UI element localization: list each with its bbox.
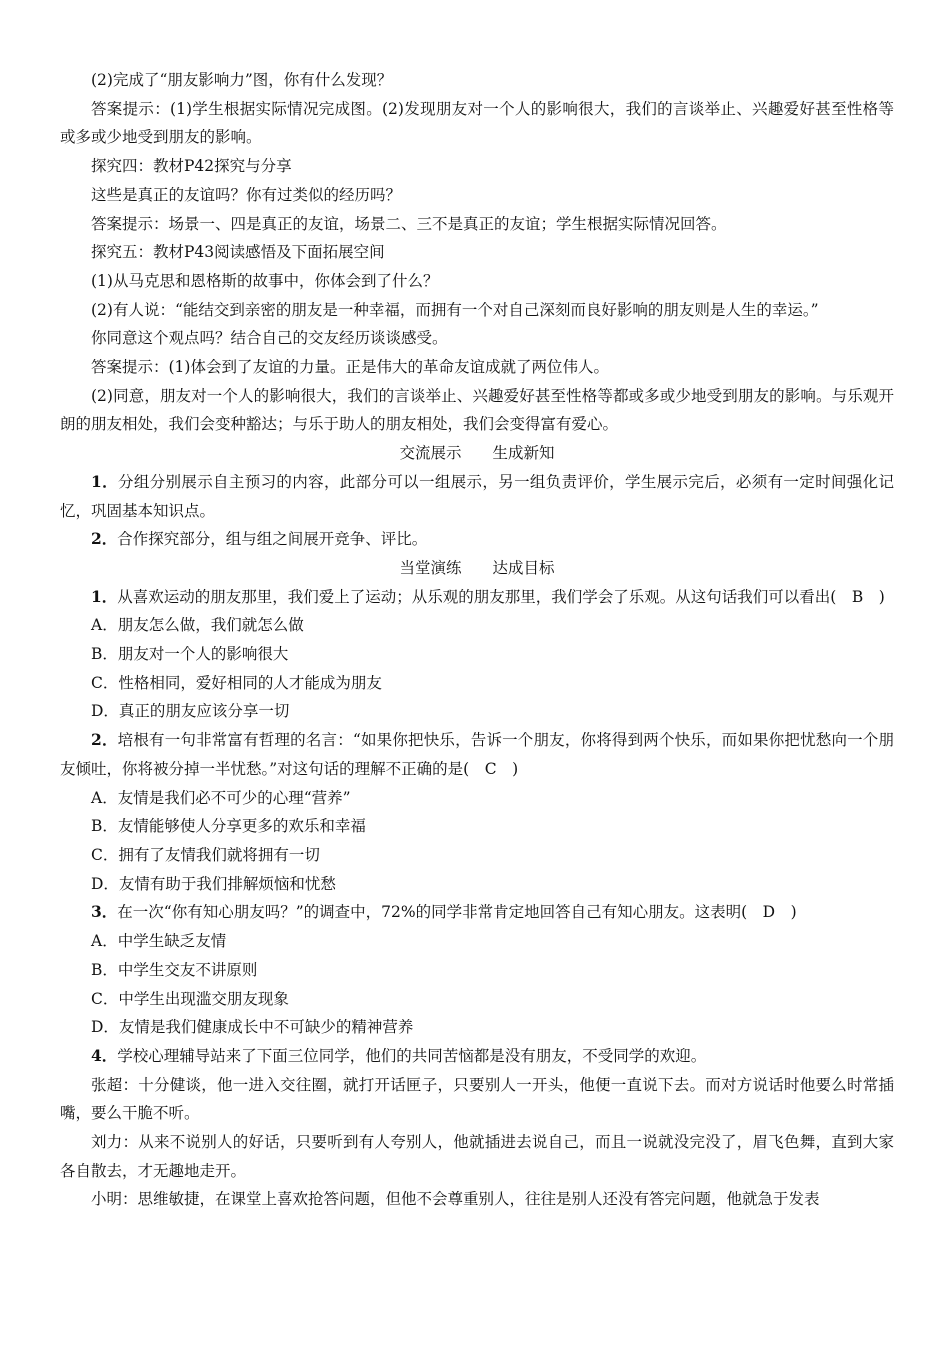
answer-option: C．拥有了友情我们就将拥有一切 [91, 845, 320, 864]
list-item [60, 525, 894, 554]
section-heading [60, 439, 894, 468]
answer-option: A．中学生缺乏友情 [91, 932, 227, 951]
paragraph: (2)完成了“朋友影响力”图，你有什么发现？ [91, 71, 393, 89]
item-text: 合作探究部分，组与组之间展开竞争、评比。 [117, 530, 428, 549]
student-description: 张超：十分健谈，他一进入交往圈，就打开话匣子，只要别人一开头，他便一直说下去。而对方说话时他要么时常插嘴，要么干脆不听。 [60, 1075, 894, 1123]
heading-part: 交流展示 [399, 444, 462, 463]
answer-option: D．真正的朋友应该分享一切 [91, 702, 290, 721]
question-number: 3． [91, 902, 118, 922]
question-stem: 培根有一句非常富有哲理的名言：“如果你把快乐，告诉一个朋友，你将得到两个快乐，而如果你把忧愁向一个朋友倾吐，你将被分掉一半忧愁。”对这句话的理解不正确的是( C ) [60, 731, 894, 778]
paragraph: 答案提示：(1)体会到了友谊的力量。正是伟大的革命友谊成就了两位伟人。 [91, 358, 609, 377]
paragraph: 探究四：教材P42探究与分享 [91, 157, 292, 176]
heading-part: 生成新知 [492, 444, 555, 463]
question [60, 583, 894, 612]
list-item [60, 468, 894, 525]
paragraph: 探究五：教材P43阅读感悟及下面拓展空间 [91, 243, 385, 262]
answer-option: D．友情有助于我们排解烦恼和忧愁 [91, 874, 336, 893]
document-page [60, 66, 894, 1214]
question-number: 2． [91, 730, 118, 750]
paragraph: (2)有人说：“能结交到亲密的朋友是一种幸福，而拥有一个对自己深刻而良好影响的朋友则是人生的幸运。” [91, 300, 819, 319]
answer-option: B．朋友对一个人的影响很大 [91, 645, 289, 664]
question [60, 1042, 894, 1071]
question [60, 898, 894, 927]
student-description: 刘力：从来不说别人的好话，只要听到有人夸别人，他就插进去说自己，而且一说就没完没了，眉飞色舞，直到大家各自散去，才无趣地走开。 [60, 1133, 894, 1180]
heading-part: 达成目标 [492, 558, 555, 577]
paragraph: 答案提示：(1)学生根据实际情况完成图。(2)发现朋友对一个人的影响很大，我们的言谈举止、兴趣爱好甚至性格等或多或少地受到朋友的影响。 [60, 99, 894, 147]
answer-option: B．友情能够使人分享更多的欢乐和幸福 [91, 817, 366, 836]
paragraph: 这些是真正的友谊吗？你有过类似的经历吗？ [91, 185, 402, 204]
paragraph: 你同意这个观点吗？结合自己的交友经历谈谈感受。 [91, 329, 448, 348]
item-text: 分组分别展示自主预习的内容，此部分可以一组展示，另一组负责评价，学生展示完后，必须有一定时间强化记忆，巩固基本知识点。 [60, 472, 894, 520]
answer-option: C．性格相同，爱好相同的人才能成为朋友 [91, 673, 382, 692]
section-heading [60, 554, 894, 583]
answer-option: B．中学生交友不讲原则 [91, 960, 258, 979]
question-stem: 学校心理辅导站来了下面三位同学，他们的共同苦恼都是没有朋友，不受同学的欢迎。 [117, 1046, 707, 1065]
answer-option: A．友情是我们必不可少的心理“营养” [91, 788, 351, 807]
question [60, 726, 894, 783]
question-number: 1． [91, 586, 118, 606]
item-number: 1． [91, 471, 118, 491]
answer-option: A．朋友怎么做，我们就怎么做 [91, 616, 304, 635]
question-stem: 在一次“你有知心朋友吗？”的调查中，72%的同学非常肯定地回答自己有知心朋友。这表明( D ) [117, 903, 797, 922]
paragraph: (1)从马克思和恩格斯的故事中，你体会到了什么？ [91, 271, 439, 290]
answer-option: D．友情是我们健康成长中不可缺少的精神营养 [91, 1018, 414, 1037]
question-stem: 从喜欢运动的朋友那里，我们爱上了运动；从乐观的朋友那里，我们学会了乐观。从这句话我们可以看出( B ) [117, 587, 885, 606]
question-number: 4． [91, 1045, 118, 1065]
answer-option: C．中学生出现滥交朋友现象 [91, 989, 289, 1008]
item-number: 2． [91, 529, 118, 549]
paragraph: (2)同意，朋友对一个人的影响很大，我们的言谈举止、兴趣爱好甚至性格等都或多或少地受到朋友的影响。与乐观开朗的朋友相处，我们会变种豁达；与乐于助人的朋友相处，我们会变得富有爱心。 [60, 386, 894, 434]
student-description: 小明：思维敏捷，在课堂上喜欢抢答问题，但他不会尊重别人，往往是别人还没有答完问题，他就急于发表 [91, 1190, 820, 1209]
paragraph: 答案提示：场景一、四是真正的友谊，场景二、三不是真正的友谊；学生根据实际情况回答。 [91, 214, 727, 233]
heading-part: 当堂演练 [399, 558, 462, 577]
